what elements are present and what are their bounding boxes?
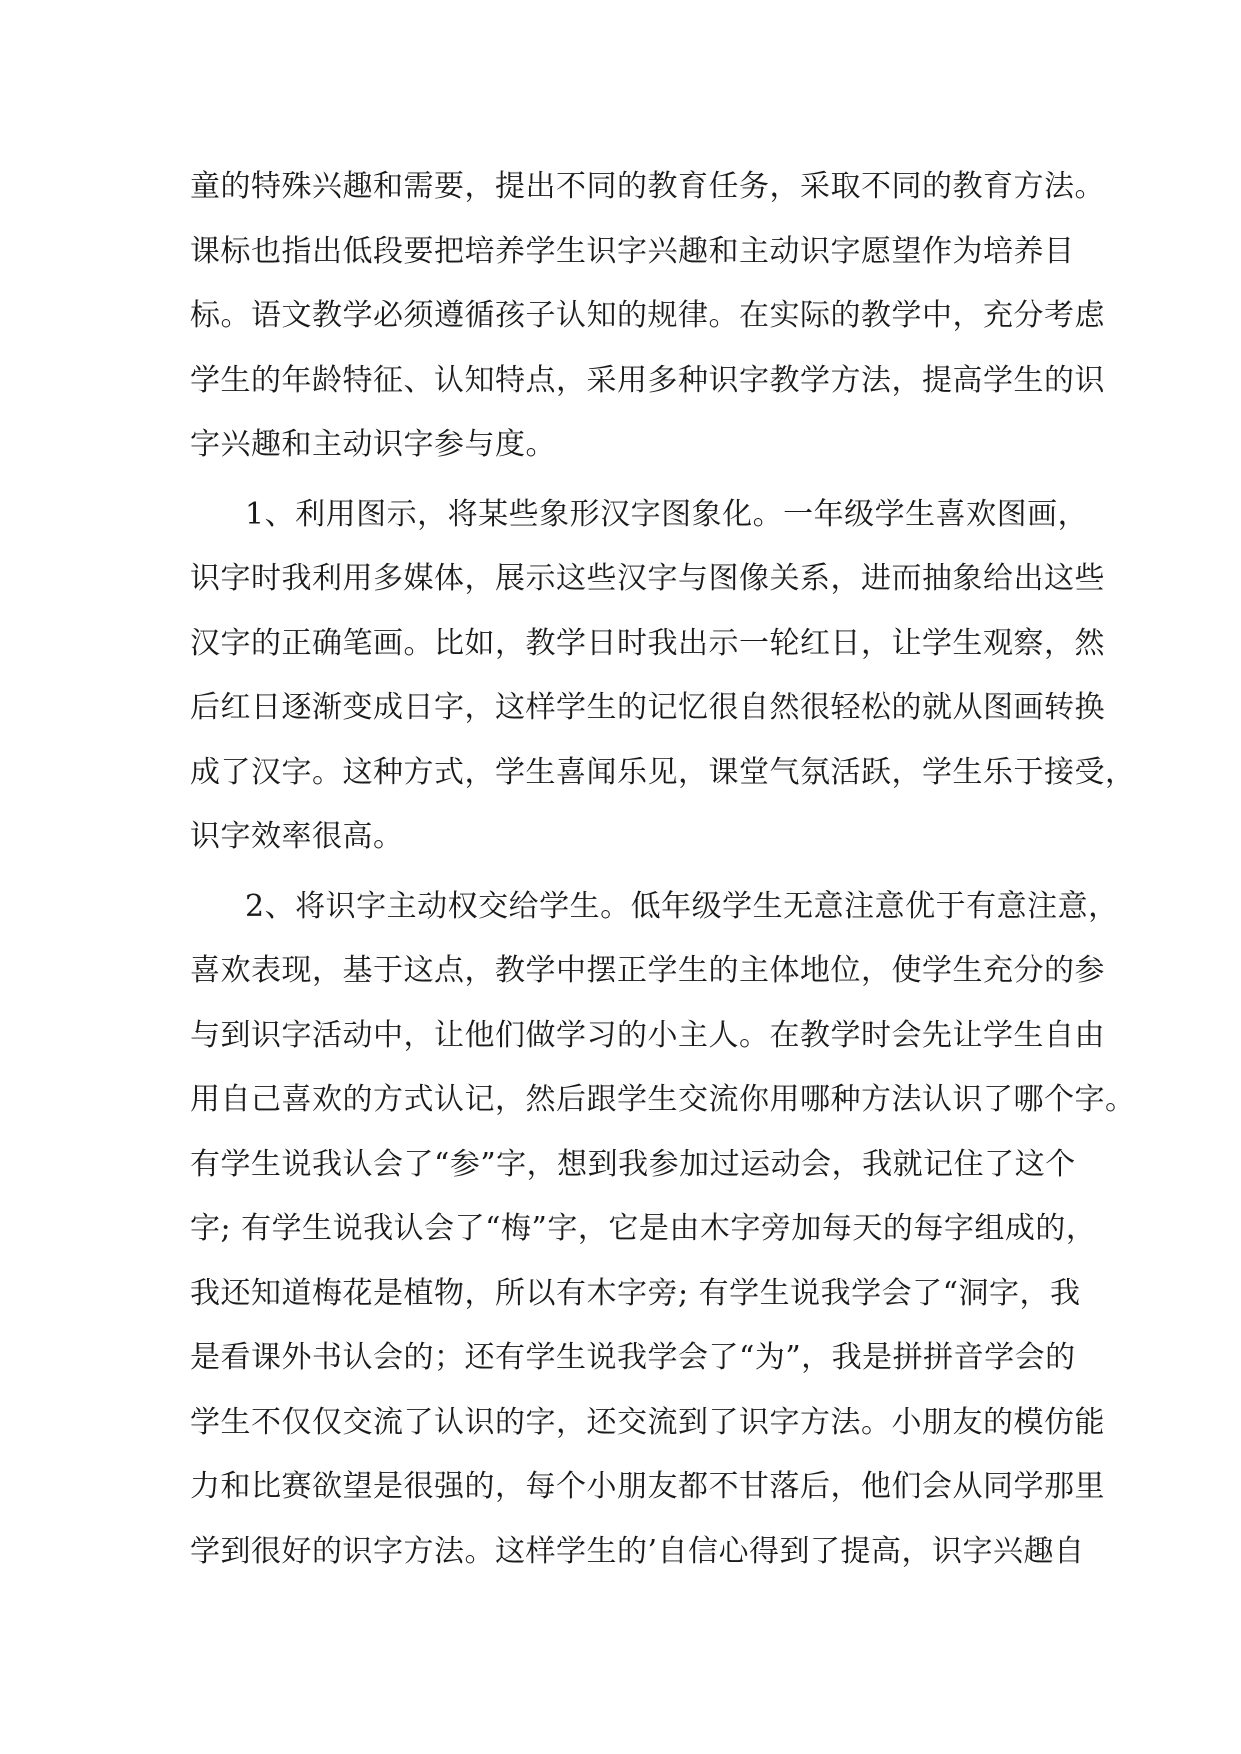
text-line: 2、将识字主动权交给学生。低年级学生无意注意优于有意注意， — [245, 888, 1119, 924]
paragraph-method-2 — [190, 875, 1136, 1585]
text-line: 成了汉字。这种方式，学生喜闻乐见，课堂气氛活跃，学生乐于接受， — [190, 754, 1136, 790]
text-line: 字; 有学生说我认会了“梅”字，它是由木字旁加每天的每字组成的， — [190, 1211, 1097, 1246]
paragraph-intro — [190, 155, 1105, 483]
text-line: 识字时我利用多媒体，展示这些汉字与图像关系，进而抽象给出这些 — [190, 561, 1105, 596]
text-line: 后红日逐渐变成日字，这样学生的记忆很自然很轻松的就从图画转换 — [190, 690, 1105, 725]
text-line: 学生不仅仅交流了认识的字，还交流到了识字方法。小朋友的模仿能 — [190, 1404, 1105, 1440]
text-line: 我还知道梅花是植物，所以有木字旁; 有学生说我学会了“洞字，我 — [190, 1275, 1081, 1311]
text-line: 与到识字活动中，让他们做学习的小主人。在教学时会先让学生自由 — [190, 1017, 1105, 1053]
body-text — [190, 155, 1136, 1584]
text-line: 是看课外书认会的；还有学生说我学会了“为”，我是拼拼音学会的 — [190, 1340, 1076, 1375]
text-line: 1、利用图示，将某些象形汉字图象化。一年级学生喜欢图画， — [245, 496, 1089, 532]
text-line: 力和比赛欲望是很强的，每个小朋友都不甘落后，他们会从同学那里 — [190, 1469, 1105, 1504]
text-line: 课标也指出低段要把培养学生识字兴趣和主动识字愿望作为培养目 — [190, 233, 1075, 269]
text-line: 标。语文教学必须遵循孩子认知的规律。在实际的教学中，充分考虑 — [190, 298, 1105, 333]
text-line: 学生的年龄特征、认知特点，采用多种识字教学方法，提高学生的识 — [190, 362, 1105, 398]
text-line: 童的特殊兴趣和需要，提出不同的教育任务，采取不同的教育方法。 — [190, 169, 1105, 204]
text-line: 喜欢表现，基于这点，教学中摆正学生的主体地位，使学生充分的参 — [190, 953, 1105, 988]
text-line: 字兴趣和主动识字参与度。 — [190, 427, 556, 462]
text-line: 用自己喜欢的方式认记，然后跟学生交流你用哪种方法认识了哪个字。 — [190, 1082, 1136, 1117]
text-line: 学到很好的识字方法。这样学生的’自信心得到了提高，识字兴趣自 — [190, 1533, 1085, 1569]
text-line: 汉字的正确笔画。比如，教学日时我出示一轮红日，让学生观察，然 — [190, 625, 1105, 661]
text-line: 识字效率很高。 — [190, 819, 404, 854]
paragraph-method-1 — [190, 483, 1136, 875]
text-line: 有学生说我认会了“参”字，想到我参加过运动会，我就记住了这个 — [190, 1146, 1076, 1182]
